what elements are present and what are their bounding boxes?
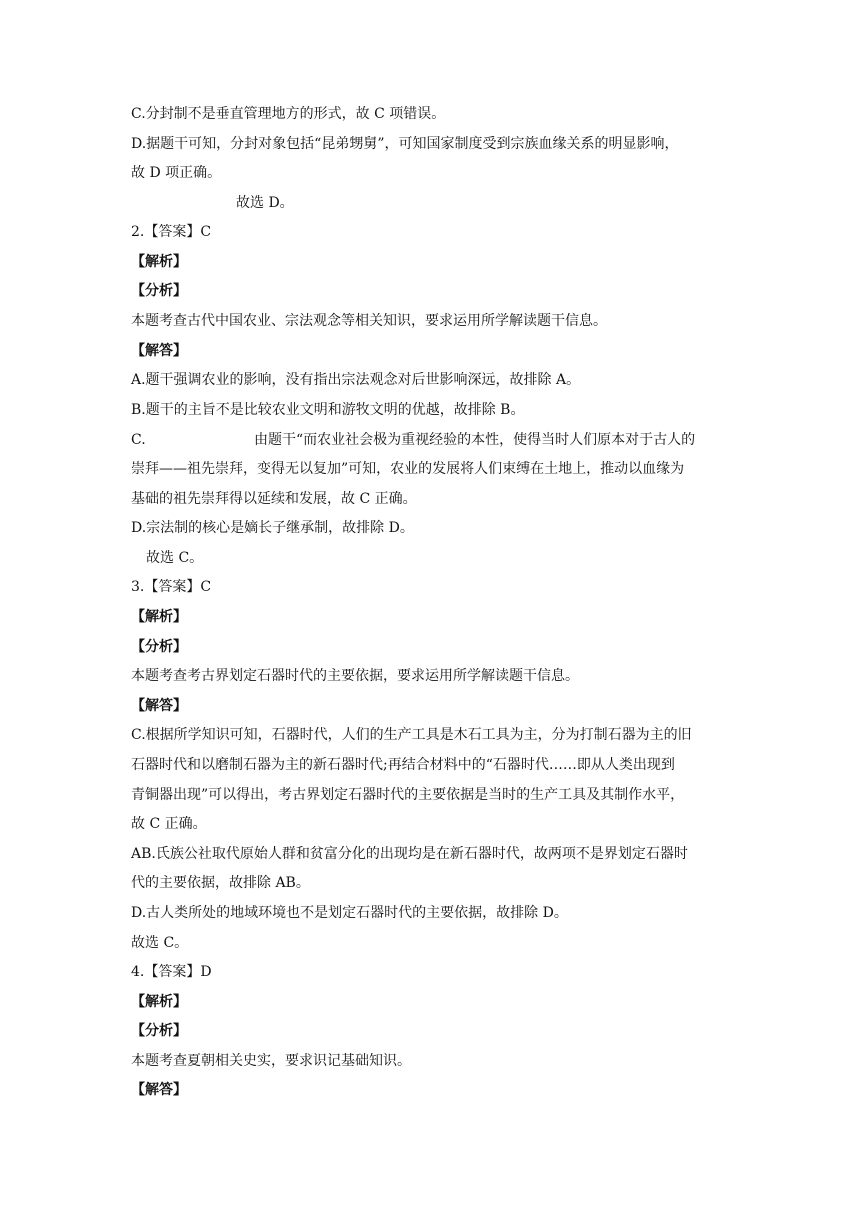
text-line: 本题考查考古界划定石器时代的主要依据，要求运用所学解读题干信息。 bbox=[131, 668, 579, 684]
answer-heading: 4.【答案】D bbox=[131, 964, 212, 980]
reasoning-label: 【分析】 bbox=[131, 639, 187, 655]
text-line: 青铜器出现”可以得出，考古界划定石器时代的主要依据是当时的生产工具及其制作水平， bbox=[131, 787, 685, 803]
text-line: 故选 D。 bbox=[236, 195, 294, 211]
text-line: A.题干强调农业的影响，没有指出宗法观念对后世影响深远，故排除 A。 bbox=[131, 372, 581, 388]
solution-label: 【解答】 bbox=[131, 1082, 187, 1098]
analysis-label: 【解析】 bbox=[131, 609, 187, 625]
text-line: C. bbox=[131, 432, 146, 448]
text-line: 本题考查夏朝相关史实，要求识记基础知识。 bbox=[131, 1053, 411, 1069]
text-line: 故选 C。 bbox=[146, 550, 204, 566]
reasoning-label: 【分析】 bbox=[131, 1023, 187, 1039]
text-line: 基础的祖先崇拜得以延续和发展，故 C 正确。 bbox=[131, 491, 417, 507]
text-line: 故 C 正确。 bbox=[131, 816, 207, 832]
text-line: C.分封制不是垂直管理地方的形式，故 C 项错误。 bbox=[131, 106, 446, 122]
text-line: 由题干“而农业社会极为重视经验的本性，使得当时人们原本对于古人的 bbox=[254, 432, 696, 448]
text-line: 故 D 项正确。 bbox=[131, 165, 222, 181]
answer-heading: 3.【答案】C bbox=[131, 579, 212, 595]
text-line: C.根据所学知识可知，石器时代，人们的生产工具是木石工具为主，分为打制石器为主的旧 bbox=[131, 727, 692, 743]
text-line: 故选 C。 bbox=[131, 935, 189, 951]
text-line: 本题考查古代中国农业、宗法观念等相关知识，要求运用所学解读题干信息。 bbox=[131, 313, 607, 329]
text-line: 代的主要依据，故排除 AB。 bbox=[131, 875, 310, 891]
text-line: D.古人类所处的地域环境也不是划定石器时代的主要依据，故排除 D。 bbox=[131, 905, 568, 921]
solution-label: 【解答】 bbox=[131, 343, 187, 359]
text-line: 石器时代和以磨制石器为主的新石器时代;再结合材料中的“石器时代……即从人类出现到 bbox=[131, 757, 675, 773]
text-line: B.题干的主旨不是比较农业文明和游牧文明的优越，故排除 B。 bbox=[131, 402, 525, 418]
text-line: 崇拜——祖先崇拜，变得无以复加”可知，农业的发展将人们束缚在土地上，推动以血缘为 bbox=[131, 461, 685, 477]
text-line: D.宗法制的核心是嫡长子继承制，故排除 D。 bbox=[131, 520, 414, 536]
text-line: AB.氏族公社取代原始人群和贫富分化的出现均是在新石器时代，故两项不是界划定石器时 bbox=[131, 846, 688, 862]
analysis-label: 【解析】 bbox=[131, 994, 187, 1010]
solution-label: 【解答】 bbox=[131, 698, 187, 714]
analysis-label: 【解析】 bbox=[131, 254, 187, 270]
reasoning-label: 【分析】 bbox=[131, 283, 187, 299]
answer-heading: 2.【答案】C bbox=[131, 224, 212, 240]
text-line: D.据题干可知，分封对象包括“昆弟甥舅”，可知国家制度受到宗族血缘关系的明显影响， bbox=[131, 136, 679, 152]
